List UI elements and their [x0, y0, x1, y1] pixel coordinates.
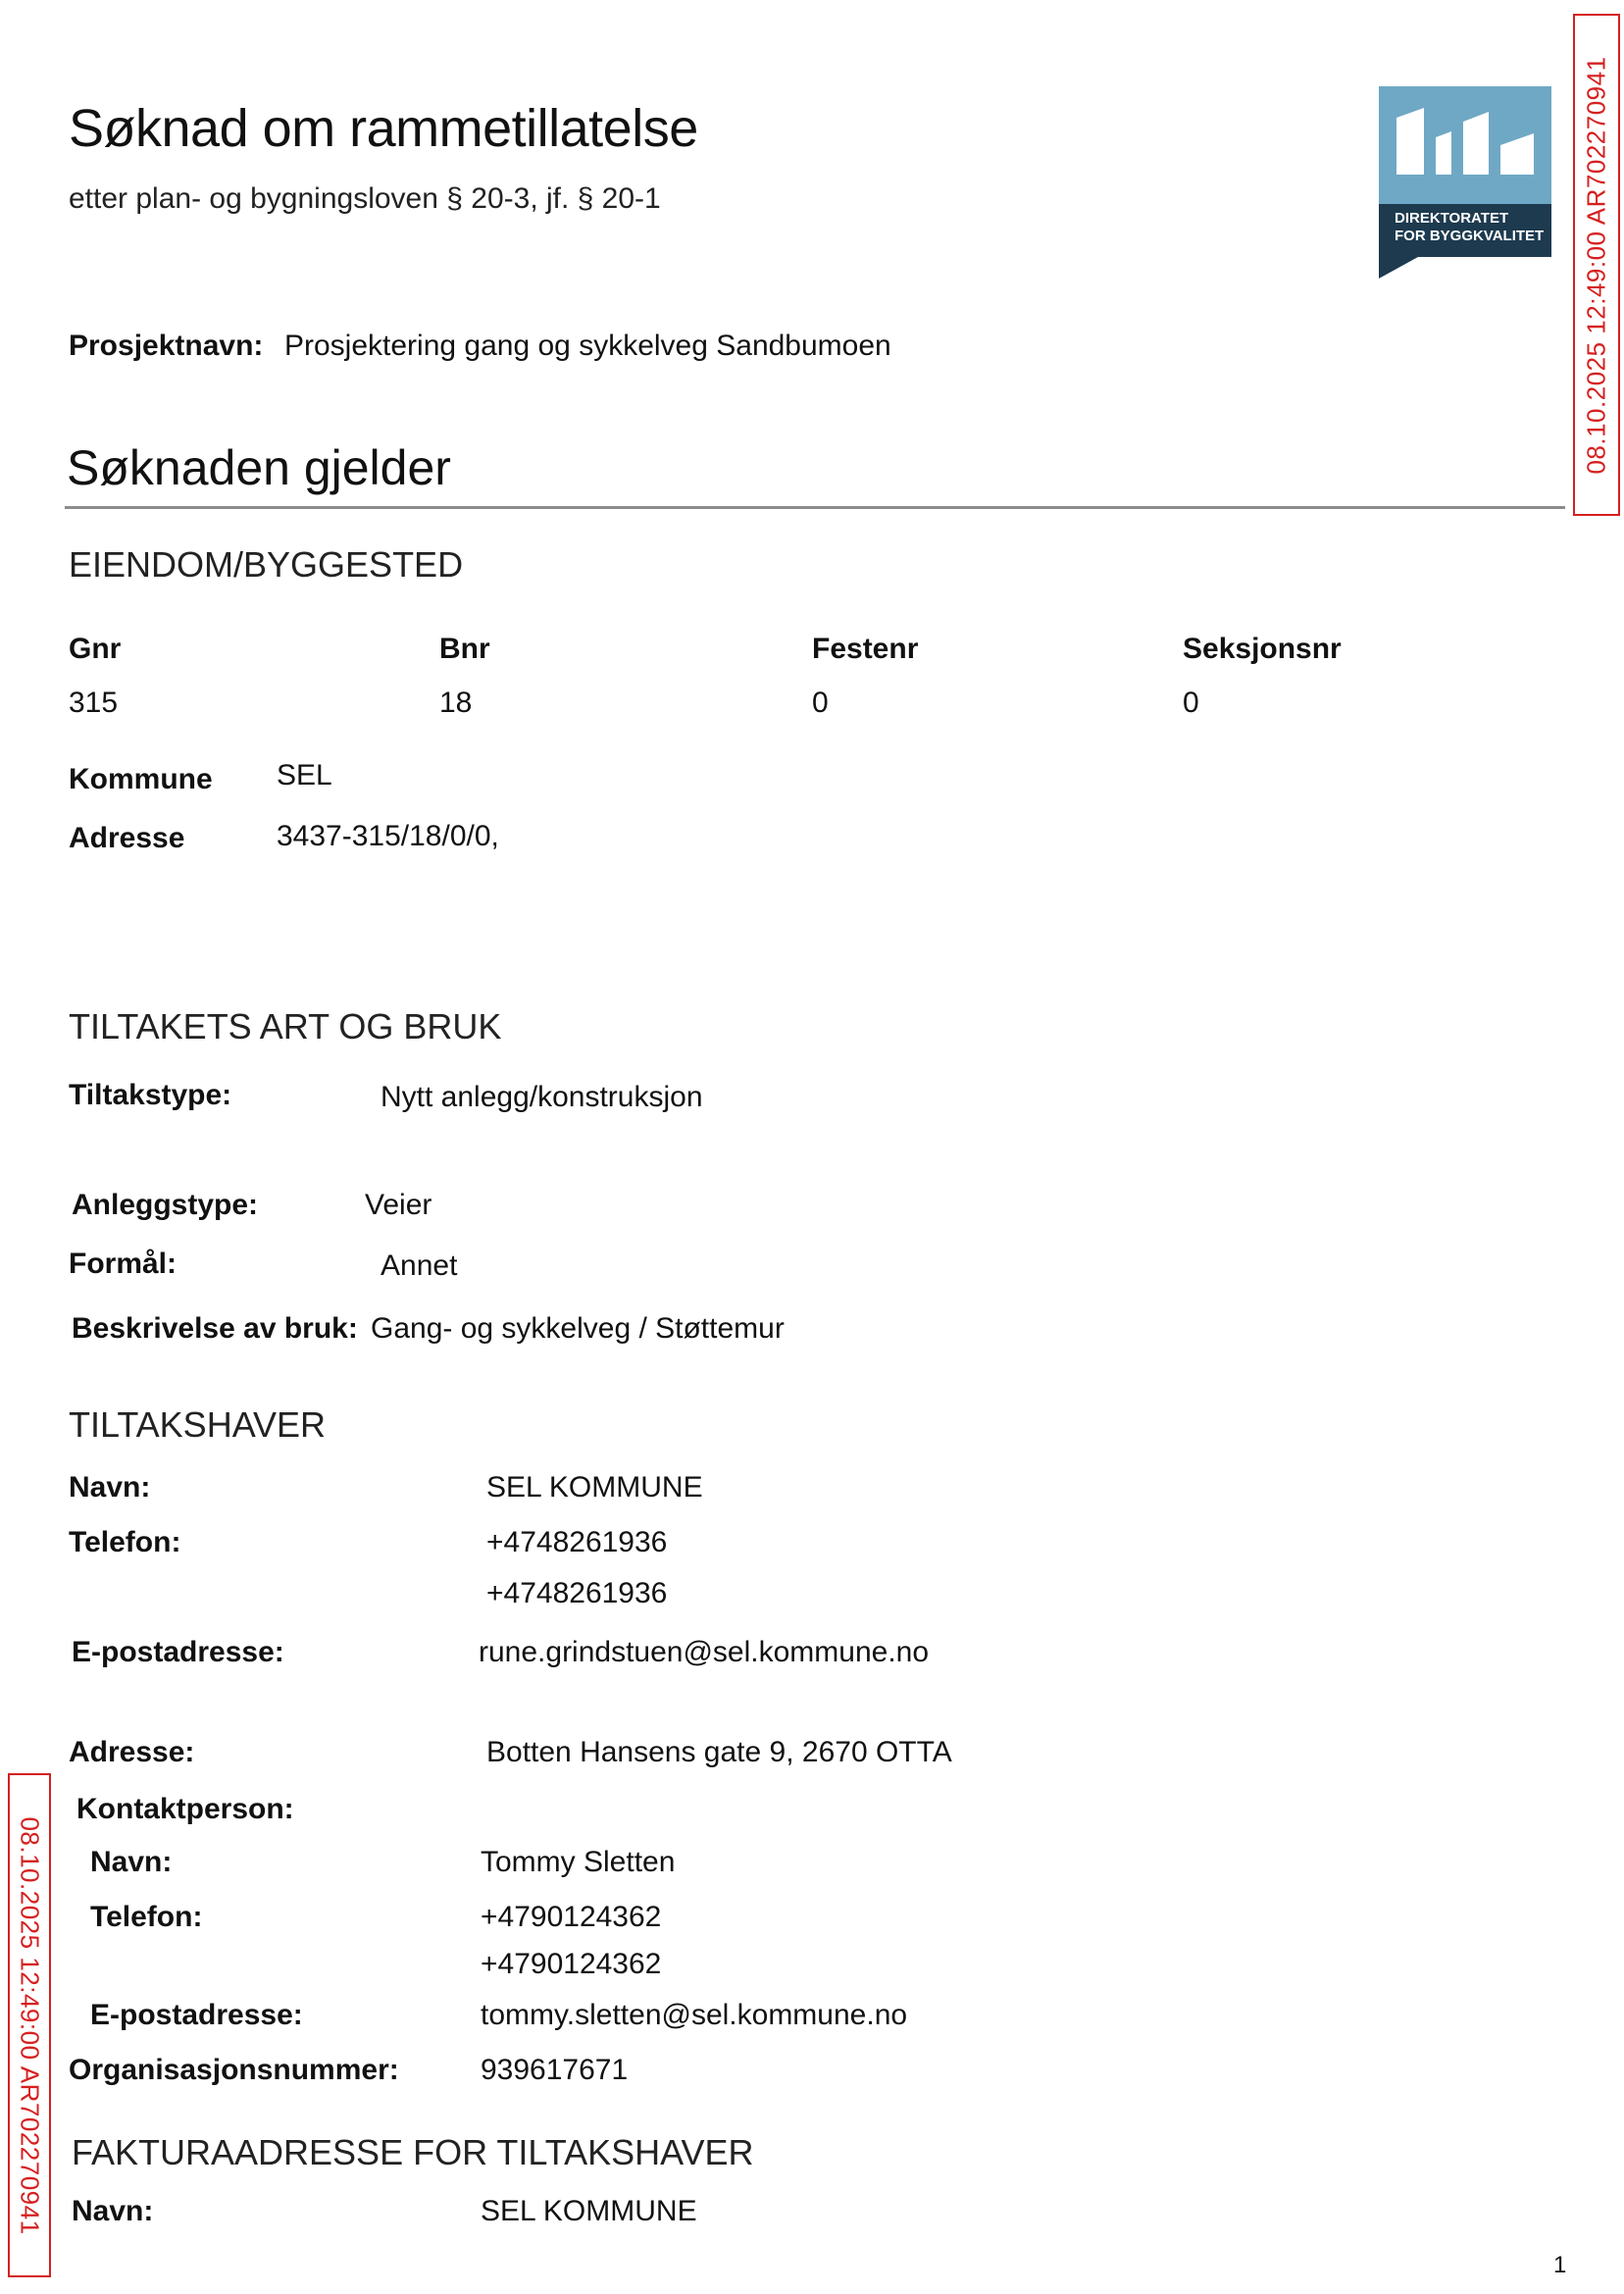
- tiltakshaver-navn-label: Navn:: [69, 1471, 151, 1504]
- bnr-label: Bnr: [439, 633, 490, 665]
- formal-value: Annet: [381, 1249, 458, 1282]
- kontakt-epost-label: E-postadresse:: [90, 1999, 303, 2031]
- tiltakshaver-adresse-value: Botten Hansens gate 9, 2670 OTTA: [486, 1736, 952, 1768]
- tiltakstype-value: Nytt anlegg/konstruksjon: [381, 1081, 703, 1113]
- tiltakshaver-epost-value: rune.grindstuen@sel.kommune.no: [479, 1636, 930, 1668]
- receipt-stamp-top: [1573, 14, 1620, 516]
- dibk-logo: [1379, 86, 1551, 279]
- document-title: Søknad om rammetillatelse: [69, 99, 698, 158]
- anleggstype-value: Veier: [365, 1189, 432, 1221]
- tiltakshaver-adresse-label: Adresse:: [69, 1736, 195, 1768]
- dibk-logo-graphic: [1379, 86, 1551, 279]
- kontakt-telefon-2: +4790124362: [481, 1948, 662, 1980]
- tiltak-heading: TILTAKETS ART OG BRUK: [69, 1006, 502, 1046]
- kontakt-navn-label: Navn:: [90, 1846, 173, 1878]
- adresse-label: Adresse: [69, 822, 185, 854]
- orgnr-label: Organisasjonsnummer:: [69, 2054, 399, 2086]
- formal-label: Formål:: [69, 1248, 178, 1280]
- section-divider: [65, 506, 1565, 509]
- page-number: 1: [1553, 2252, 1567, 2278]
- kontaktperson-label: Kontaktperson:: [76, 1793, 294, 1825]
- receipt-stamp-left: [8, 1773, 51, 2277]
- tiltakshaver-heading: TILTAKSHAVER: [69, 1404, 327, 1445]
- faktura-navn-value: SEL KOMMUNE: [481, 2195, 697, 2227]
- receipt-stamp-top-text: 08.10.2025 12:49:00 AR702270941: [1581, 55, 1611, 475]
- faktura-heading: FAKTURAADRESSE FOR TILTAKSHAVER: [72, 2132, 754, 2172]
- project-label: Prosjektnavn:: [69, 330, 264, 362]
- project-value: Prosjektering gang og sykkelveg Sandbumoen: [284, 330, 891, 362]
- adresse-value: 3437-315/18/0/0,: [277, 820, 499, 852]
- logo-line-1: DIREKTORATET: [1395, 210, 1509, 227]
- bruk-label: Beskrivelse av bruk:: [72, 1312, 358, 1345]
- orgnr-value: 939617671: [481, 2054, 629, 2086]
- gnr-value: 315: [69, 687, 119, 719]
- tiltakshaver-telefon-2: +4748261936: [486, 1577, 668, 1609]
- section-heading: Søknaden gjelder: [67, 440, 451, 495]
- tiltakshaver-epost-label: E-postadresse:: [72, 1636, 284, 1668]
- bruk-value: Gang- og sykkelveg / Støttemur: [371, 1312, 785, 1345]
- kontakt-telefon-1: +4790124362: [481, 1901, 662, 1933]
- kommune-value: SEL: [277, 759, 332, 791]
- kontakt-telefon-label: Telefon:: [90, 1901, 203, 1933]
- tiltakstype-label: Tiltakstype:: [69, 1079, 232, 1111]
- tiltakshaver-telefon-1: +4748261936: [486, 1526, 668, 1558]
- kontakt-epost-value: tommy.sletten@sel.kommune.no: [481, 1999, 908, 2031]
- gnr-label: Gnr: [69, 633, 122, 665]
- tiltakshaver-telefon-label: Telefon:: [69, 1526, 181, 1558]
- receipt-stamp-left-text: 08.10.2025 12:49:00 AR702270941: [15, 1815, 45, 2235]
- festenr-value: 0: [812, 687, 829, 719]
- anleggstype-label: Anleggstype:: [72, 1189, 259, 1221]
- seksjonsnr-value: 0: [1183, 687, 1199, 719]
- property-heading: EIENDOM/BYGGESTED: [69, 544, 464, 585]
- bnr-value: 18: [439, 687, 473, 719]
- kommune-label: Kommune: [69, 763, 213, 795]
- faktura-navn-label: Navn:: [72, 2195, 154, 2227]
- seksjonsnr-label: Seksjonsnr: [1183, 633, 1342, 665]
- festenr-label: Festenr: [812, 633, 919, 665]
- kontakt-navn-value: Tommy Sletten: [481, 1846, 676, 1878]
- document-subtitle: etter plan- og bygningsloven § 20-3, jf. § 20-1: [69, 182, 661, 215]
- logo-line-2: FOR BYGGKVALITET: [1395, 228, 1545, 244]
- tiltakshaver-navn-value: SEL KOMMUNE: [486, 1471, 703, 1504]
